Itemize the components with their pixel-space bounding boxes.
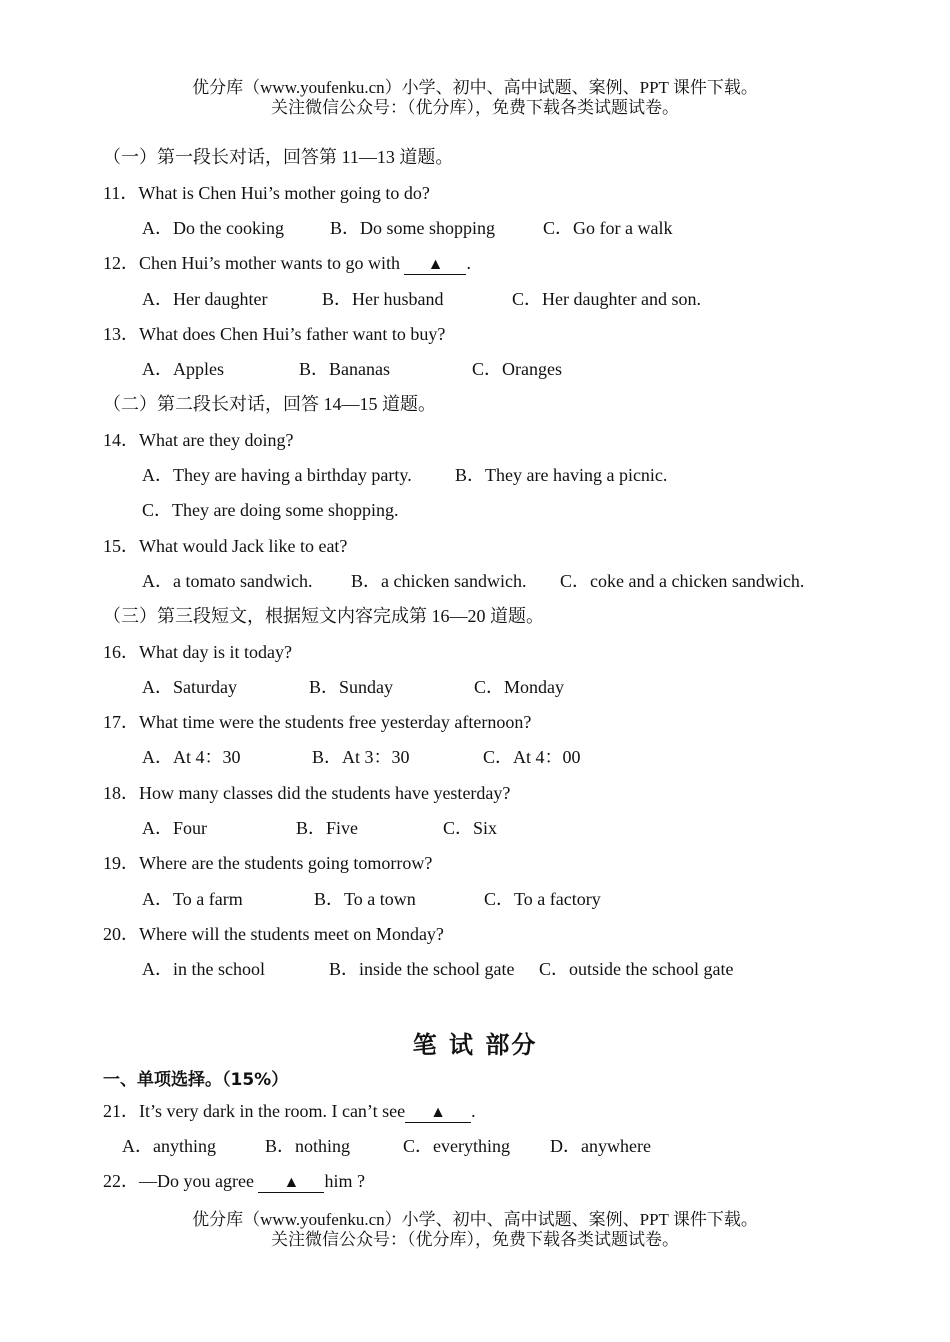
option-b[interactable]: B．Do some shopping bbox=[330, 218, 496, 238]
option-a[interactable]: A．To a farm bbox=[142, 889, 243, 909]
question-text: Chen Hui’s mother wants to go with bbox=[139, 253, 405, 273]
header-line-2: 关注微信公众号：（优分库），免费下载各类试题试卷。 bbox=[271, 98, 679, 117]
option-a[interactable]: A．Saturday bbox=[142, 677, 237, 697]
section-3-instruction: （三）第三段短文，根据短文内容完成第 16—20 道题。 bbox=[103, 606, 544, 626]
question-text-end: . bbox=[471, 1101, 476, 1121]
answer-blank[interactable] bbox=[404, 254, 466, 275]
option-a[interactable]: A．anything bbox=[122, 1136, 216, 1156]
option-c[interactable]: C．everything bbox=[403, 1136, 510, 1156]
question-text: What time were the students free yesterday afternoon? bbox=[139, 712, 532, 732]
option-c[interactable]: C．To a factory bbox=[484, 889, 601, 909]
option-a[interactable]: A．At 4：30 bbox=[142, 747, 241, 767]
option-b[interactable]: B．Her husband bbox=[322, 289, 444, 309]
option-a[interactable]: A．Her daughter bbox=[142, 289, 268, 309]
question-15 bbox=[103, 535, 347, 557]
option-c[interactable]: C．They are doing some shopping. bbox=[142, 500, 399, 520]
option-b[interactable]: B．To a town bbox=[314, 889, 416, 909]
question-text: It’s very dark in the room. I can’t see bbox=[139, 1101, 406, 1121]
question-number: 14． bbox=[103, 430, 139, 450]
answer-blank[interactable] bbox=[405, 1102, 471, 1123]
question-number: 17． bbox=[103, 712, 139, 732]
option-c[interactable]: C．Oranges bbox=[472, 359, 562, 379]
section-1-instruction: （一）第一段长对话，回答第 11—13 道题。 bbox=[103, 147, 454, 167]
question-number: 22． bbox=[103, 1171, 139, 1191]
part-1-heading: 一、单项选择。（15%） bbox=[103, 1070, 289, 1090]
section-2-instruction: （二）第二段长对话，回答 14—15 道题。 bbox=[103, 394, 436, 414]
question-21 bbox=[103, 1100, 476, 1123]
question-number: 13． bbox=[103, 324, 139, 344]
question-12 bbox=[103, 252, 471, 275]
option-b[interactable]: B．Five bbox=[296, 818, 359, 838]
question-number: 18． bbox=[103, 783, 139, 803]
option-a[interactable]: A．a tomato sandwich. bbox=[142, 571, 313, 591]
option-c[interactable]: C．Six bbox=[443, 818, 498, 838]
question-text: What are they doing? bbox=[139, 430, 294, 450]
question-16 bbox=[103, 641, 292, 663]
question-number: 19． bbox=[103, 853, 139, 873]
question-19 bbox=[103, 852, 432, 874]
option-c[interactable]: C．Her daughter and son. bbox=[512, 289, 701, 309]
option-a[interactable]: A．Apples bbox=[142, 359, 224, 379]
option-c[interactable]: C．Monday bbox=[474, 677, 564, 697]
footer-line-2: 关注微信公众号：（优分库），免费下载各类试题试卷。 bbox=[271, 1230, 679, 1249]
option-b[interactable]: B．a chicken sandwich. bbox=[351, 571, 527, 591]
triangle-marker-icon: ▲ bbox=[427, 256, 444, 273]
question-number: 20． bbox=[103, 924, 139, 944]
question-11 bbox=[103, 182, 430, 204]
option-a[interactable]: A．They are having a birthday party. bbox=[142, 465, 412, 485]
option-b[interactable]: B．inside the school gate bbox=[329, 959, 515, 979]
question-number: 12． bbox=[103, 253, 139, 273]
question-text: Where are the students going tomorrow? bbox=[139, 853, 433, 873]
question-18 bbox=[103, 782, 510, 804]
option-a[interactable]: A．in the school bbox=[142, 959, 265, 979]
question-13 bbox=[103, 323, 445, 345]
option-b[interactable]: B．At 3：30 bbox=[312, 747, 410, 767]
option-c[interactable]: C．coke and a chicken sandwich. bbox=[560, 571, 805, 591]
question-20 bbox=[103, 923, 444, 945]
question-text: What would Jack like to eat? bbox=[139, 536, 348, 556]
question-number: 21． bbox=[103, 1101, 139, 1121]
triangle-marker-icon: ▲ bbox=[283, 1174, 300, 1191]
option-c[interactable]: C．At 4：00 bbox=[483, 747, 581, 767]
page-footer bbox=[0, 1210, 950, 1250]
option-b[interactable]: B．Sunday bbox=[309, 677, 394, 697]
option-c[interactable]: C．Go for a walk bbox=[543, 218, 673, 238]
triangle-marker-icon: ▲ bbox=[430, 1104, 447, 1121]
option-c[interactable]: C．outside the school gate bbox=[539, 959, 734, 979]
footer-line-1: 优分库（www.youfenku.cn）小学、初中、高中试题、案例、PPT 课件下载。 bbox=[192, 1210, 758, 1229]
option-b[interactable]: B．nothing bbox=[265, 1136, 351, 1156]
question-text: How many classes did the students have yesterday? bbox=[139, 783, 511, 803]
option-b[interactable]: B．They are having a picnic. bbox=[455, 465, 668, 485]
question-14 bbox=[103, 429, 293, 451]
option-d[interactable]: D．anywhere bbox=[550, 1136, 651, 1156]
question-text: What does Chen Hui’s father want to buy? bbox=[139, 324, 446, 344]
question-text: —Do you agree bbox=[139, 1171, 259, 1191]
question-number: 15． bbox=[103, 536, 139, 556]
answer-blank[interactable] bbox=[258, 1172, 324, 1193]
option-b[interactable]: B．Bananas bbox=[299, 359, 390, 379]
question-text-end: him ? bbox=[324, 1171, 365, 1191]
written-part-title: 笔 试 部分 bbox=[412, 1031, 538, 1059]
option-a[interactable]: A．Four bbox=[142, 818, 208, 838]
question-text: What is Chen Hui’s mother going to do? bbox=[138, 183, 430, 203]
question-text-end: . bbox=[466, 253, 471, 273]
question-text: Where will the students meet on Monday? bbox=[139, 924, 444, 944]
header-line-1: 优分库（www.youfenku.cn）小学、初中、高中试题、案例、PPT 课件下载。 bbox=[192, 78, 758, 97]
question-22 bbox=[103, 1170, 365, 1193]
page-header bbox=[0, 78, 950, 118]
question-text: What day is it today? bbox=[139, 642, 292, 662]
question-number: 11． bbox=[103, 183, 139, 203]
option-a[interactable]: A．Do the cooking bbox=[142, 218, 284, 238]
question-number: 16． bbox=[103, 642, 139, 662]
question-17 bbox=[103, 711, 531, 733]
